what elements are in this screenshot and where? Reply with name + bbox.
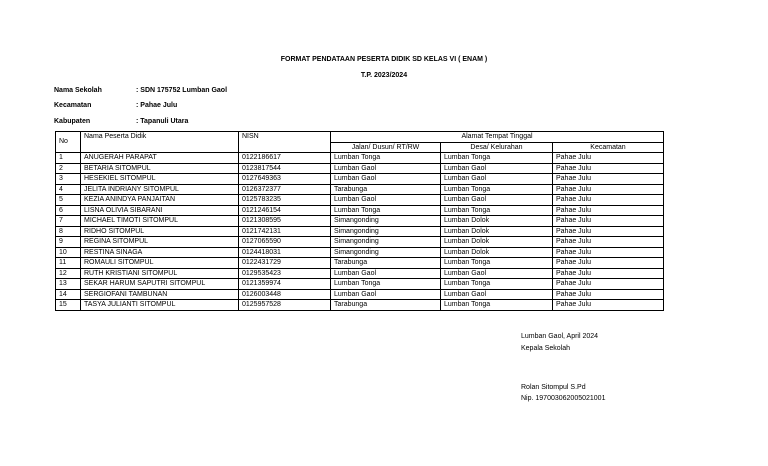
cell-street: Lumban Gaol [331, 289, 441, 300]
cell-street: Tarabunga [331, 184, 441, 195]
cell-name: RIDHO SITOMPUL [81, 226, 239, 237]
cell-name: JELITA INDRIANY SITOMPUL [81, 184, 239, 195]
table-row [56, 226, 664, 237]
document-title: FORMAT PENDATAAN PESERTA DIDIK SD KELAS VI ( ENAM ) [280, 56, 488, 63]
cell-village: Lumban Dolok [441, 247, 553, 258]
cell-nisn: 0121359974 [239, 279, 331, 290]
header-subdistrict: Kecamatan [553, 142, 664, 153]
cell-subdistrict: Pahae Julu [553, 195, 664, 206]
header-no: No [56, 132, 81, 153]
cell-nisn: 0125783235 [239, 195, 331, 206]
cell-village: Lumban Gaol [441, 268, 553, 279]
cell-street: Simangonding [331, 226, 441, 237]
table-row [56, 216, 664, 227]
table-row [56, 268, 664, 279]
cell-village: Lumban Tonga [441, 300, 553, 311]
cell-no: 1 [56, 153, 81, 164]
cell-subdistrict: Pahae Julu [553, 300, 664, 311]
cell-village: Lumban Tonga [441, 153, 553, 164]
cell-nisn: 0126003448 [239, 289, 331, 300]
cell-village: Lumban Tonga [441, 258, 553, 269]
cell-nisn: 0127065590 [239, 237, 331, 248]
table-row [56, 195, 664, 206]
cell-name: REGINA SITOMPUL [81, 237, 239, 248]
cell-nisn: 0124418031 [239, 247, 331, 258]
cell-nisn: 0122431729 [239, 258, 331, 269]
cell-village: Lumban Gaol [441, 163, 553, 174]
cell-street: Tarabunga [331, 258, 441, 269]
cell-nisn: 0122186617 [239, 153, 331, 164]
cell-street: Lumban Gaol [331, 195, 441, 206]
table-row [56, 247, 664, 258]
cell-nisn: 0127649363 [239, 174, 331, 185]
cell-village: Lumban Dolok [441, 237, 553, 248]
cell-nisn: 0121308595 [239, 216, 331, 227]
table-row [56, 205, 664, 216]
table-row [56, 174, 664, 185]
cell-nisn: 0126372377 [239, 184, 331, 195]
cell-village: Lumban Dolok [441, 226, 553, 237]
header-village: Desa/ Kelurahan [441, 142, 553, 153]
cell-nisn: 0123817544 [239, 163, 331, 174]
cell-no: 15 [56, 300, 81, 311]
cell-no: 6 [56, 205, 81, 216]
cell-no: 4 [56, 184, 81, 195]
cell-village: Lumban Tonga [441, 205, 553, 216]
signature-role: Kepala Sekolah [521, 345, 571, 352]
cell-street: Lumban Tonga [331, 205, 441, 216]
table-row [56, 258, 664, 269]
cell-no: 14 [56, 289, 81, 300]
cell-village: Lumban Dolok [441, 216, 553, 227]
cell-subdistrict: Pahae Julu [553, 216, 664, 227]
regency-label: Kabupaten [54, 118, 91, 125]
header-name: Nama Peserta Didik [81, 132, 239, 153]
table-row [56, 300, 664, 311]
cell-nisn: 0129535423 [239, 268, 331, 279]
cell-no: 9 [56, 237, 81, 248]
cell-subdistrict: Pahae Julu [553, 247, 664, 258]
cell-name: RESTINA SINAGA [81, 247, 239, 258]
cell-no: 5 [56, 195, 81, 206]
district-label: Kecamatan [54, 102, 92, 109]
table-row [56, 279, 664, 290]
cell-street: Lumban Tonga [331, 153, 441, 164]
cell-street: Lumban Gaol [331, 163, 441, 174]
cell-village: Lumban Tonga [441, 184, 553, 195]
cell-no: 12 [56, 268, 81, 279]
cell-no: 13 [56, 279, 81, 290]
school-year: T.P. 2023/2024 [360, 72, 408, 79]
cell-no: 10 [56, 247, 81, 258]
table-row [56, 153, 664, 164]
student-table [55, 131, 664, 311]
cell-subdistrict: Pahae Julu [553, 258, 664, 269]
cell-no: 2 [56, 163, 81, 174]
school-value: : SDN 175752 Lumban Gaol [136, 87, 228, 94]
cell-street: Simangonding [331, 237, 441, 248]
cell-subdistrict: Pahae Julu [553, 174, 664, 185]
cell-street: Lumban Tonga [331, 279, 441, 290]
cell-nisn: 0121742131 [239, 226, 331, 237]
cell-street: Tarabunga [331, 300, 441, 311]
cell-subdistrict: Pahae Julu [553, 184, 664, 195]
cell-village: Lumban Gaol [441, 195, 553, 206]
cell-street: Lumban Gaol [331, 174, 441, 185]
header-nisn: NISN [239, 132, 331, 153]
cell-subdistrict: Pahae Julu [553, 268, 664, 279]
cell-street: Simangonding [331, 216, 441, 227]
header-address: Alamat Tempat Tinggal [331, 132, 664, 143]
cell-name: TASYA JULIANTI SITOMPUL [81, 300, 239, 311]
regency-value: : Tapanuli Utara [136, 118, 189, 125]
table-row [56, 237, 664, 248]
table-row [56, 184, 664, 195]
cell-name: SERGIOFANI TAMBUNAN [81, 289, 239, 300]
cell-no: 8 [56, 226, 81, 237]
cell-name: ANUGERAH PARAPAT [81, 153, 239, 164]
cell-subdistrict: Pahae Julu [553, 163, 664, 174]
cell-no: 3 [56, 174, 81, 185]
signature-place-date: Lumban Gaol, April 2024 [521, 333, 599, 340]
cell-subdistrict: Pahae Julu [553, 289, 664, 300]
header-street: Jalan/ Dusun/ RT/RW [331, 142, 441, 153]
cell-village: Lumban Gaol [441, 289, 553, 300]
cell-name: MICHAEL TIMOTI SITOMPUL [81, 216, 239, 227]
cell-name: BETARIA SITOMPUL [81, 163, 239, 174]
cell-name: LISNA OLIVIA SIBARANI [81, 205, 239, 216]
cell-street: Lumban Gaol [331, 268, 441, 279]
cell-name: ROMAULI SITOMPUL [81, 258, 239, 269]
cell-village: Lumban Tonga [441, 279, 553, 290]
cell-name: HESEKIEL SITOMPUL [81, 174, 239, 185]
cell-no: 7 [56, 216, 81, 227]
cell-street: Simangonding [331, 247, 441, 258]
signature-name: Rolan Sitompul S.Pd [521, 384, 586, 391]
table-row [56, 163, 664, 174]
cell-name: SEKAR HARUM SAPUTRI SITOMPUL [81, 279, 239, 290]
cell-nisn: 0121246154 [239, 205, 331, 216]
cell-subdistrict: Pahae Julu [553, 226, 664, 237]
cell-no: 11 [56, 258, 81, 269]
signature-nip: Nip. 197003062005021001 [521, 395, 606, 402]
cell-name: RUTH KRISTIANI SITOMPUL [81, 268, 239, 279]
cell-name: KEZIA ANINDYA PANJAITAN [81, 195, 239, 206]
cell-subdistrict: Pahae Julu [553, 237, 664, 248]
cell-subdistrict: Pahae Julu [553, 153, 664, 164]
cell-village: Lumban Gaol [441, 174, 553, 185]
cell-subdistrict: Pahae Julu [553, 279, 664, 290]
cell-subdistrict: Pahae Julu [553, 205, 664, 216]
school-label: Nama Sekolah [54, 87, 102, 94]
district-value: : Pahae Julu [136, 102, 178, 109]
cell-nisn: 0125957528 [239, 300, 331, 311]
table-row [56, 289, 664, 300]
